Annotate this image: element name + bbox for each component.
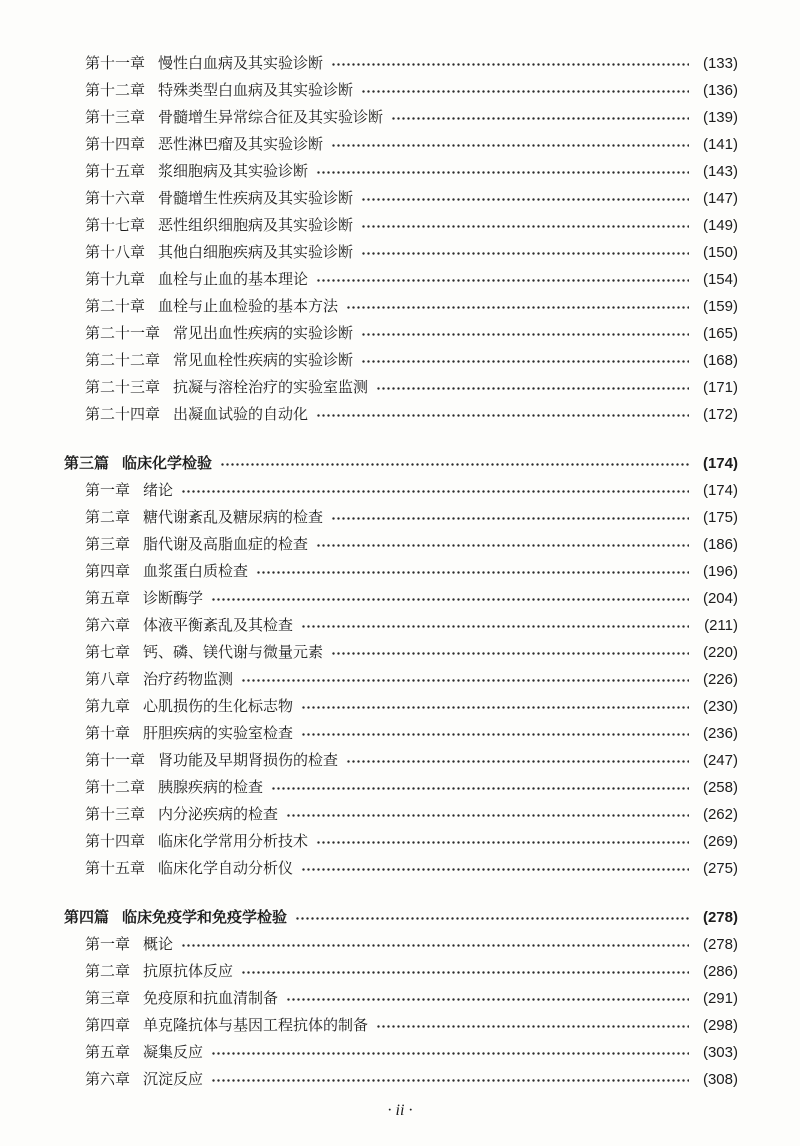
toc-entry [64,585,738,612]
chapter-label: 第十二章 [85,82,146,99]
chapter-label: 第三章 [85,990,131,1007]
dot-leader [361,320,689,347]
chapter-label: 第十五章 [85,163,146,180]
chapter-page-number: (308) [702,1071,738,1088]
chapter-title: 血栓与止血的基本理论 [158,271,309,288]
toc-entry [64,693,738,720]
chapter-page-number: (258) [702,779,738,796]
toc-entry [64,985,738,1012]
chapter-title: 临床化学自动分析仪 [158,860,294,877]
dot-leader [346,747,689,774]
dot-leader [211,1039,689,1066]
dot-leader [211,1066,689,1093]
chapter-label: 第十五章 [85,860,146,877]
chapter-page-number: (154) [702,271,738,288]
dot-leader [376,374,689,401]
chapter-title: 单克隆抗体与基因工程抗体的制备 [143,1017,369,1034]
dot-leader [301,720,689,747]
part-heading-row [64,450,738,477]
chapter-label: 第二十二章 [85,352,161,369]
toc-entry [64,504,738,531]
chapter-label: 第六章 [85,617,131,634]
chapter-page-number: (141) [702,136,738,153]
chapter-page-number: (159) [702,298,738,315]
chapter-title: 诊断酶学 [143,590,204,607]
toc-entry [64,320,738,347]
chapter-title: 浆细胞病及其实验诊断 [158,163,309,180]
chapter-page-number: (303) [702,1044,738,1061]
toc-entry [64,477,738,504]
toc-entry [64,855,738,882]
chapter-page-number: (220) [702,644,738,661]
part-title: 临床化学检验 [122,455,213,472]
dot-leader [220,450,689,477]
chapter-label: 第二章 [85,509,131,526]
toc-entry [64,531,738,558]
chapter-title: 肝胆疾病的实验室检查 [143,725,294,742]
dot-leader [331,50,689,77]
dot-leader [331,131,689,158]
dot-leader [316,531,689,558]
dot-leader [241,666,689,693]
chapter-page-number: (168) [702,352,738,369]
chapter-page-number: (174) [702,482,738,499]
dot-leader [295,904,689,931]
chapter-label: 第四章 [85,563,131,580]
toc-entry [64,374,738,401]
chapter-page-number: (175) [702,509,738,526]
toc-entry [64,50,738,77]
dot-leader [211,585,689,612]
dot-leader [301,612,689,639]
toc-entry [64,401,738,428]
chapter-title: 沉淀反应 [143,1071,204,1088]
chapter-title: 肾功能及早期肾损伤的检查 [158,752,339,769]
toc-entry [64,639,738,666]
toc-entry [64,1039,738,1066]
chapter-title: 概论 [143,936,174,953]
dot-leader [361,185,689,212]
dot-leader [391,104,689,131]
dot-leader [271,774,689,801]
chapter-label: 第十四章 [85,833,146,850]
chapter-label: 第二十章 [85,298,146,315]
chapter-entries [64,931,738,1093]
chapter-label: 第十九章 [85,271,146,288]
chapter-label: 第十三章 [85,806,146,823]
chapter-page-number: (147) [702,190,738,207]
chapter-title: 脂代谢及高脂血症的检查 [143,536,309,553]
dot-leader [181,477,689,504]
dot-leader [316,401,689,428]
toc-entry [64,1066,738,1093]
dot-leader [301,855,689,882]
dot-leader [316,266,689,293]
chapter-title: 恶性淋巴瘤及其实验诊断 [158,136,324,153]
chapter-label: 第十一章 [85,752,146,769]
toc-entry [64,104,738,131]
toc-entry [64,266,738,293]
chapter-page-number: (298) [702,1017,738,1034]
toc-entry [64,931,738,958]
toc-entry [64,958,738,985]
dot-leader [181,931,689,958]
dot-leader [361,77,689,104]
chapter-title: 骨髓增生性疾病及其实验诊断 [158,190,354,207]
chapter-title: 凝集反应 [143,1044,204,1061]
chapter-title: 其他白细胞疾病及其实验诊断 [158,244,354,261]
chapter-title: 心肌损伤的生化标志物 [143,698,294,715]
chapter-label: 第五章 [85,590,131,607]
chapter-title: 恶性组织细胞病及其实验诊断 [158,217,354,234]
chapter-title: 常见血栓性疾病的实验诊断 [173,352,354,369]
chapter-label: 第十三章 [85,109,146,126]
part-label: 第四篇 [64,909,110,926]
chapter-title: 临床化学常用分析技术 [158,833,309,850]
chapter-label: 第二章 [85,963,131,980]
toc-entry [64,828,738,855]
toc-entry [64,1012,738,1039]
part-label: 第三篇 [64,455,110,472]
chapter-title: 常见出血性疾病的实验诊断 [173,325,354,342]
chapter-title: 抗原抗体反应 [143,963,234,980]
chapter-title: 抗凝与溶栓治疗的实验室监测 [173,379,369,396]
page-footer [0,1102,800,1120]
chapter-title: 绪论 [143,482,174,499]
chapter-label: 第一章 [85,482,131,499]
chapter-title: 钙、磷、镁代谢与微量元素 [143,644,324,661]
chapter-title: 胰腺疾病的检查 [158,779,264,796]
chapter-page-number: (262) [702,806,738,823]
chapter-page-number: (204) [702,590,738,607]
chapter-page-number: (269) [702,833,738,850]
toc-entry [64,747,738,774]
chapter-label: 第二十四章 [85,406,161,423]
dot-leader [286,801,689,828]
chapter-label: 第八章 [85,671,131,688]
chapter-page-number: (286) [702,963,738,980]
chapter-entries [64,477,738,882]
chapter-label: 第九章 [85,698,131,715]
toc-entry [64,293,738,320]
toc-entry [64,185,738,212]
chapter-page-number: (236) [702,725,738,742]
chapter-page-number: (196) [702,563,738,580]
part-title: 临床免疫学和免疫学检验 [122,909,288,926]
chapter-label: 第十一章 [85,55,146,72]
dot-leader [346,293,689,320]
chapter-page-number: (133) [702,55,738,72]
chapter-label: 第五章 [85,1044,131,1061]
chapter-page-number: (172) [702,406,738,423]
chapter-page-number: (171) [702,379,738,396]
chapter-entries [64,50,738,428]
dot-leader [256,558,689,585]
dot-leader [376,1012,689,1039]
dot-leader [361,239,689,266]
toc-section [64,904,738,1093]
dot-leader [331,504,689,531]
toc-entry [64,239,738,266]
part-page-number: (278) [702,909,738,926]
chapter-label: 第二十一章 [85,325,161,342]
chapter-title: 免疫原和抗血清制备 [143,990,279,1007]
chapter-page-number: (165) [702,325,738,342]
chapter-label: 第一章 [85,936,131,953]
toc-entry [64,774,738,801]
toc-section [64,450,738,882]
dot-leader [361,212,689,239]
chapter-page-number: (186) [702,536,738,553]
chapter-page-number: (211) [704,617,738,634]
chapter-label: 第七章 [85,644,131,661]
toc-entry [64,720,738,747]
toc-entry [64,347,738,374]
part-page-number: (174) [702,455,738,472]
dot-leader [316,828,689,855]
chapter-label: 第十八章 [85,244,146,261]
chapter-page-number: (149) [702,217,738,234]
chapter-page-number: (291) [702,990,738,1007]
folio-page-number: · ii · [387,1102,413,1119]
chapter-title: 特殊类型白血病及其实验诊断 [158,82,354,99]
toc-entry [64,558,738,585]
table-of-contents [64,50,738,1093]
chapter-title: 骨髓增生异常综合征及其实验诊断 [158,109,384,126]
chapter-page-number: (150) [702,244,738,261]
dot-leader [316,158,689,185]
chapter-label: 第十四章 [85,136,146,153]
chapter-title: 出凝血试验的自动化 [173,406,309,423]
chapter-title: 体液平衡紊乱及其检查 [143,617,294,634]
toc-entry [64,801,738,828]
chapter-label: 第十二章 [85,779,146,796]
chapter-label: 第十六章 [85,190,146,207]
dot-leader [331,639,689,666]
part-heading-row [64,904,738,931]
chapter-label: 第三章 [85,536,131,553]
chapter-page-number: (247) [702,752,738,769]
toc-entry [64,612,738,639]
chapter-page-number: (143) [702,163,738,180]
chapter-label: 第十章 [85,725,131,742]
chapter-page-number: (226) [702,671,738,688]
chapter-page-number: (139) [702,109,738,126]
dot-leader [286,985,689,1012]
chapter-page-number: (275) [702,860,738,877]
dot-leader [301,693,689,720]
chapter-label: 第二十三章 [85,379,161,396]
toc-entry [64,666,738,693]
dot-leader [241,958,689,985]
dot-leader [361,347,689,374]
chapter-label: 第十七章 [85,217,146,234]
chapter-title: 血栓与止血检验的基本方法 [158,298,339,315]
chapter-title: 血浆蛋白质检查 [143,563,249,580]
chapter-title: 治疗药物监测 [143,671,234,688]
chapter-title: 内分泌疾病的检查 [158,806,279,823]
chapter-page-number: (230) [702,698,738,715]
toc-entry [64,158,738,185]
toc-entry [64,131,738,158]
chapter-label: 第四章 [85,1017,131,1034]
toc-entry [64,77,738,104]
chapter-title: 糖代谢紊乱及糖尿病的检查 [143,509,324,526]
toc-section [64,50,738,428]
chapter-label: 第六章 [85,1071,131,1088]
chapter-page-number: (278) [702,936,738,953]
toc-entry [64,212,738,239]
chapter-page-number: (136) [702,82,738,99]
chapter-title: 慢性白血病及其实验诊断 [158,55,324,72]
